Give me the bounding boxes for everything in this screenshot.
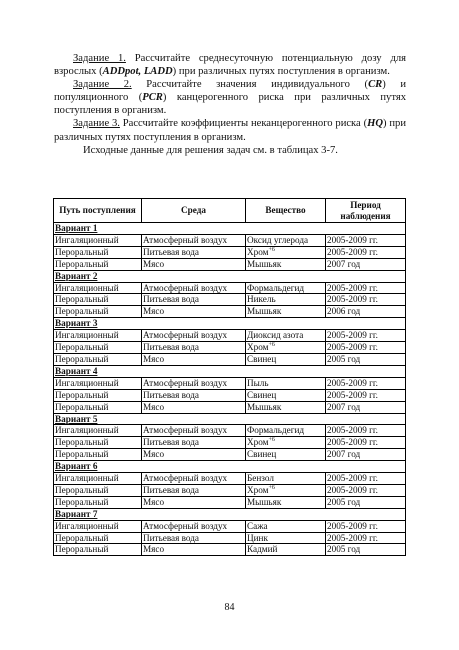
route-cell: Ингаляционный (54, 234, 142, 246)
table-row (54, 342, 406, 354)
task-2-label: Задание 2. (73, 79, 132, 91)
table-row (54, 234, 406, 246)
table-row (54, 520, 406, 532)
substance-name: Мышьяк (247, 306, 282, 317)
medium-cell: Питьевая вода (142, 389, 246, 401)
period-cell: 2005-2009 гг. (326, 425, 406, 437)
task-1-text-end: ) при различных путях поступления в организм. (172, 66, 390, 78)
table-row (54, 306, 406, 318)
route-cell: Пероральный (54, 306, 142, 318)
substance-name: Хром (247, 246, 269, 257)
period-cell: 2005-2009 гг. (326, 342, 406, 354)
route-cell: Ингаляционный (54, 473, 142, 485)
task-2 (54, 78, 406, 117)
substance-name: Диоксид азота (247, 330, 304, 341)
substance-cell (246, 246, 326, 258)
task-2-text-mid: ) и популяционного ( (54, 79, 406, 104)
task-1-text-start: Рассчитайте среднесуточную потенциальную дозу для взрослых ( (54, 53, 406, 78)
medium-cell: Атмосферный воздух (142, 473, 246, 485)
task-3-term-hq: HQ (367, 118, 383, 130)
period-cell: 2005-2009 гг. (326, 294, 406, 306)
substance-name: Формальдегид (247, 425, 305, 436)
medium-cell: Питьевая вода (142, 246, 246, 258)
route-cell: Пероральный (54, 258, 142, 270)
medium-cell: Мясо (142, 544, 246, 556)
substance-cell (246, 377, 326, 389)
period-cell: 2005-2009 гг. (326, 484, 406, 496)
route-cell: Пероральный (54, 246, 142, 258)
medium-cell: Мясо (142, 401, 246, 413)
table-header-row (54, 199, 406, 223)
medium-cell: Питьевая вода (142, 437, 246, 449)
medium-cell: Атмосферный воздух (142, 282, 246, 294)
substance-name: Мышьяк (247, 496, 282, 507)
medium-cell: Атмосферный воздух (142, 520, 246, 532)
medium-cell: Мясо (142, 353, 246, 365)
task-3-text-start: Рассчитайте коэффициенты неканцерогенного риска ( (119, 118, 368, 130)
variant-title: Вариант 3 (54, 318, 406, 330)
route-cell: Ингаляционный (54, 330, 142, 342)
period-cell: 2005-2009 гг. (326, 437, 406, 449)
route-cell: Пероральный (54, 496, 142, 508)
substance-cell (246, 484, 326, 496)
table-row (54, 258, 406, 270)
medium-cell: Питьевая вода (142, 342, 246, 354)
period-cell: 2005-2009 гг. (326, 330, 406, 342)
substance-cell (246, 437, 326, 449)
substance-cell (246, 544, 326, 556)
substance-name: Свинец (247, 389, 277, 400)
variant-title: Вариант 1 (54, 223, 406, 235)
table-row (54, 377, 406, 389)
medium-cell: Атмосферный воздух (142, 330, 246, 342)
substance-cell (246, 330, 326, 342)
valence-superscript: +6 (268, 246, 275, 253)
substance-cell (246, 473, 326, 485)
route-cell: Ингаляционный (54, 425, 142, 437)
route-cell: Ингаляционный (54, 377, 142, 389)
page-number: 84 (224, 602, 235, 613)
route-cell: Ингаляционный (54, 520, 142, 532)
medium-cell: Мясо (142, 449, 246, 461)
period-cell: 2007 год (326, 449, 406, 461)
substance-name: Оксид углерода (247, 234, 309, 245)
valence-superscript: +6 (268, 484, 275, 491)
medium-cell: Мясо (142, 306, 246, 318)
valence-superscript: +6 (268, 342, 275, 349)
substance-cell (246, 532, 326, 544)
route-cell: Пероральный (54, 401, 142, 413)
substance-cell (246, 234, 326, 246)
substance-cell (246, 258, 326, 270)
substance-cell (246, 401, 326, 413)
medium-cell: Мясо (142, 496, 246, 508)
header-period: Период наблюдения (326, 199, 406, 223)
route-cell: Пероральный (54, 389, 142, 401)
table-row (54, 532, 406, 544)
table-row (54, 496, 406, 508)
route-cell: Пероральный (54, 294, 142, 306)
task-2-term-cr: CR (368, 79, 383, 91)
route-cell: Пероральный (54, 342, 142, 354)
source-data-note: Исходные данные для решения задач см. в таблицах 3-7. (83, 144, 338, 156)
substance-name: Свинец (247, 449, 277, 460)
period-cell: 2005-2009 гг. (326, 246, 406, 258)
period-cell: 2005 год (326, 544, 406, 556)
task-list (54, 52, 406, 157)
period-cell: 2006 год (326, 306, 406, 318)
variant-header-row (54, 365, 406, 377)
table-row (54, 353, 406, 365)
substance-name: Цинк (247, 532, 268, 543)
valence-superscript: +6 (268, 437, 275, 444)
task-3-label: Задание 3. (73, 118, 120, 130)
period-cell: 2005-2009 гг. (326, 389, 406, 401)
substance-name: Хром (247, 342, 269, 353)
variant-title: Вариант 7 (54, 508, 406, 520)
variant-header-row (54, 508, 406, 520)
table-row (54, 401, 406, 413)
substance-cell (246, 496, 326, 508)
table-row (54, 473, 406, 485)
table-row (54, 330, 406, 342)
task-2-text-end: ) канцерогенного риска при различных путях поступления в организм. (54, 92, 407, 117)
medium-cell: Атмосферный воздух (142, 425, 246, 437)
substance-name: Бензол (247, 473, 274, 484)
substance-name: Сажа (247, 520, 268, 531)
medium-cell: Питьевая вода (142, 532, 246, 544)
task-2-term-pcr: PCR (142, 92, 163, 104)
task-1-label: Задание 1. (73, 53, 126, 64)
variant-title: Вариант 6 (54, 461, 406, 473)
medium-cell: Атмосферный воздух (142, 377, 246, 389)
period-cell: 2005-2009 гг. (326, 377, 406, 389)
substance-cell (246, 520, 326, 532)
task-3 (54, 117, 406, 143)
substance-cell (246, 282, 326, 294)
substance-name: Формальдегид (247, 282, 305, 293)
table-row (54, 484, 406, 496)
period-cell: 2005 год (326, 353, 406, 365)
header-medium: Среда (142, 199, 246, 223)
medium-cell: Мясо (142, 258, 246, 270)
substance-name: Мышьяк (247, 401, 282, 412)
table-row (54, 425, 406, 437)
variant-header-row (54, 413, 406, 425)
table-body (54, 223, 406, 556)
table-row (54, 389, 406, 401)
substance-cell (246, 425, 326, 437)
substance-name: Хром (247, 484, 269, 495)
task-1-terms: ADDpot, LADD (102, 66, 173, 78)
task-3-text-end: ) при различных путях поступления в организм. (54, 118, 406, 143)
table-row (54, 544, 406, 556)
route-cell: Пероральный (54, 437, 142, 449)
variants-table (53, 198, 406, 556)
period-cell: 2005-2009 гг. (326, 532, 406, 544)
route-cell: Ингаляционный (54, 282, 142, 294)
period-cell: 2005 год (326, 496, 406, 508)
medium-cell: Питьевая вода (142, 484, 246, 496)
period-cell: 2005-2009 гг. (326, 282, 406, 294)
substance-name: Мышьяк (247, 258, 282, 269)
medium-cell: Питьевая вода (142, 294, 246, 306)
variant-header-row (54, 270, 406, 282)
header-route: Путь поступления (54, 199, 142, 223)
medium-cell: Атмосферный воздух (142, 234, 246, 246)
period-cell: 2005-2009 гг. (326, 473, 406, 485)
table-row (54, 449, 406, 461)
substance-name: Свинец (247, 353, 277, 364)
substance-cell (246, 389, 326, 401)
substance-cell (246, 294, 326, 306)
route-cell: Пероральный (54, 449, 142, 461)
variant-title: Вариант 4 (54, 365, 406, 377)
table-row (54, 282, 406, 294)
substance-cell (246, 342, 326, 354)
variant-header-row (54, 318, 406, 330)
period-cell: 2007 год (326, 401, 406, 413)
route-cell: Пероральный (54, 484, 142, 496)
substance-cell (246, 353, 326, 365)
period-cell: 2005-2009 гг. (326, 234, 406, 246)
substance-cell (246, 449, 326, 461)
substance-name: Никель (247, 294, 276, 305)
variant-title: Вариант 5 (54, 413, 406, 425)
route-cell: Пероральный (54, 544, 142, 556)
substance-cell (246, 306, 326, 318)
period-cell: 2005-2009 гг. (326, 520, 406, 532)
task-2-text-start: Рассчитайте значения индивидуального ( (131, 79, 369, 91)
variant-header-row (54, 223, 406, 235)
substance-name: Хром (247, 437, 269, 448)
variant-title: Вариант 2 (54, 270, 406, 282)
header-substance: Вещество (246, 199, 326, 223)
period-cell: 2007 год (326, 258, 406, 270)
table-row (54, 246, 406, 258)
table-row (54, 437, 406, 449)
route-cell: Пероральный (54, 532, 142, 544)
table-row (54, 294, 406, 306)
substance-name: Пыль (247, 377, 269, 388)
variant-header-row (54, 461, 406, 473)
task-1 (54, 52, 406, 78)
substance-name: Кадмий (247, 544, 278, 555)
route-cell: Пероральный (54, 353, 142, 365)
